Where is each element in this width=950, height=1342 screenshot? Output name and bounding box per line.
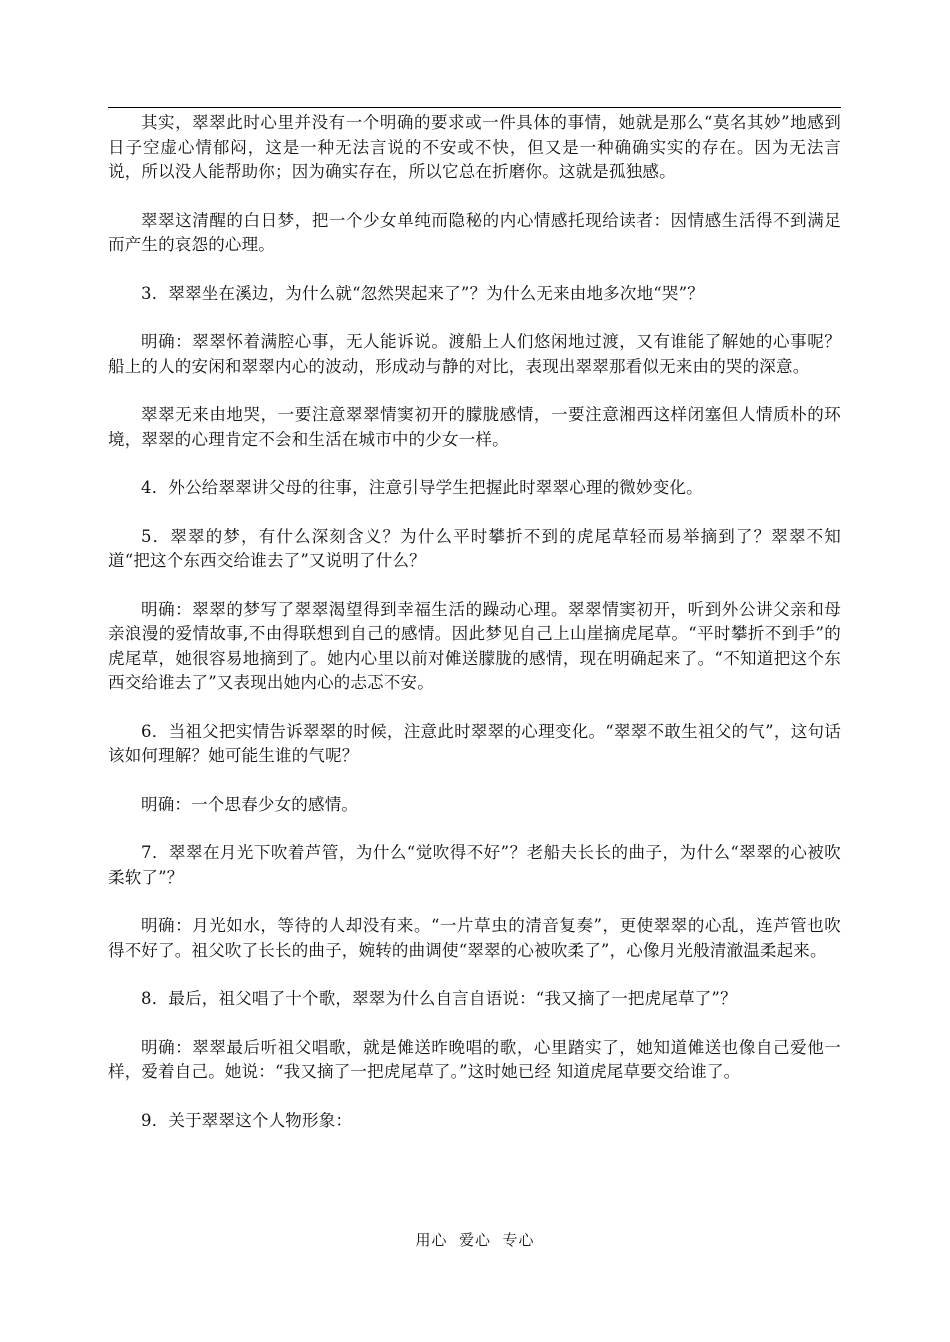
answer-8: 明确：翠翠最后听祖父唱歌，就是傩送昨晚唱的歌，心里踏实了，她知道傩送也像自己爱他一样，爱着自己。她说：“我又摘了一把虎尾草了。”这时她已经 知道虎尾草要交给谁了。 [108, 1037, 841, 1081]
paragraph: 其实，翠翠此时心里并没有一个明确的要求或一件具体的事情，她就是那么“莫名其妙”地感到日子空虚心情郁闷，这是一种无法言说的不安或不快，但又是一种确确实实的存在。因为无法言说，所以没人能帮助你；因为确实存在，所以它总在折磨你。这就是孤独感。 [108, 113, 841, 181]
answer-7: 明确：月光如水，等待的人却没有来。“一片草虫的清音复奏”，更使翠翠的心乱，连芦管也吹得不好了。祖父吹了长长的曲子，婉转的曲调使“翠翠的心被吹柔了”，心像月光般清澈温柔起来。 [108, 916, 841, 960]
question-7: 7．翠翠在月光下吹着芦管，为什么“觉吹得不好”？老船夫长长的曲子，为什么“翠翠的心被吹柔软了”？ [108, 843, 841, 887]
body-text [108, 111, 841, 1157]
answer-6: 明确：一个思春少女的感情。 [141, 794, 359, 814]
answer-5: 明确：翠翠的梦写了翠翠渴望得到幸福生活的躁动心理。翠翠情窦初开，听到外公讲父亲和母亲浪漫的爱情故事,不由得联想到自己的感情。因此梦见自己上山崖摘虎尾草。“平时攀折不到手”的虎尾草，她很容易地摘到了。她内心里以前对傩送朦胧的感情，现在明确起来了。“不知道把这个东西交给谁去了”又表现出她内心的忐忑不安。 [108, 599, 841, 692]
header-rule [108, 107, 841, 108]
question-3: 3．翠翠坐在溪边，为什么就“忽然哭起来了”？为什么无来由地多次地“哭”？ [141, 283, 704, 303]
paragraph: 翠翠无来由地哭，一要注意翠翠情窦初开的朦胧感情，一要注意湘西这样闭塞但人情质朴的环境，翠翠的心理肯定不会和生活在城市中的少女一样。 [108, 405, 841, 449]
answer-3: 明确：翠翠怀着满腔心事，无人能诉说。渡船上人们悠闲地过渡，又有谁能了解她的心事呢？船上的人的安闲和翠翠内心的波动，形成动与静的对比，表现出翠翠那看似无来由的哭的深意。 [108, 332, 841, 376]
question-6: 6．当祖父把实情告诉翠翠的时候，注意此时翠翠的心理变化。“翠翠不敢生祖父的气”，这句话该如何理解？她可能生谁的气呢？ [108, 721, 841, 765]
question-5: 5．翠翠的梦，有什么深刻含义？为什么平时攀折不到的虎尾草轻而易举摘到了？翠翠不知道“把这个东西交给谁去了”又说明了什么？ [108, 526, 841, 570]
page-footer: 用心 爱心 专心 [415, 1231, 535, 1249]
question-9: 9．关于翠翠这个人物形象： [141, 1110, 353, 1130]
question-4: 4．外公给翠翠讲父母的往事，注意引导学生把握此时翠翠心理的微妙变化。 [141, 478, 703, 497]
question-8: 8．最后，祖父唱了十个歌，翠翠为什么自言自语说：“我又摘了一把虎尾草了”？ [141, 989, 737, 1008]
paragraph: 翠翠这清醒的白日梦，把一个少女单纯而隐秘的内心情感托现给读者：因情感生活得不到满足而产生的哀怨的心理。 [108, 210, 841, 254]
